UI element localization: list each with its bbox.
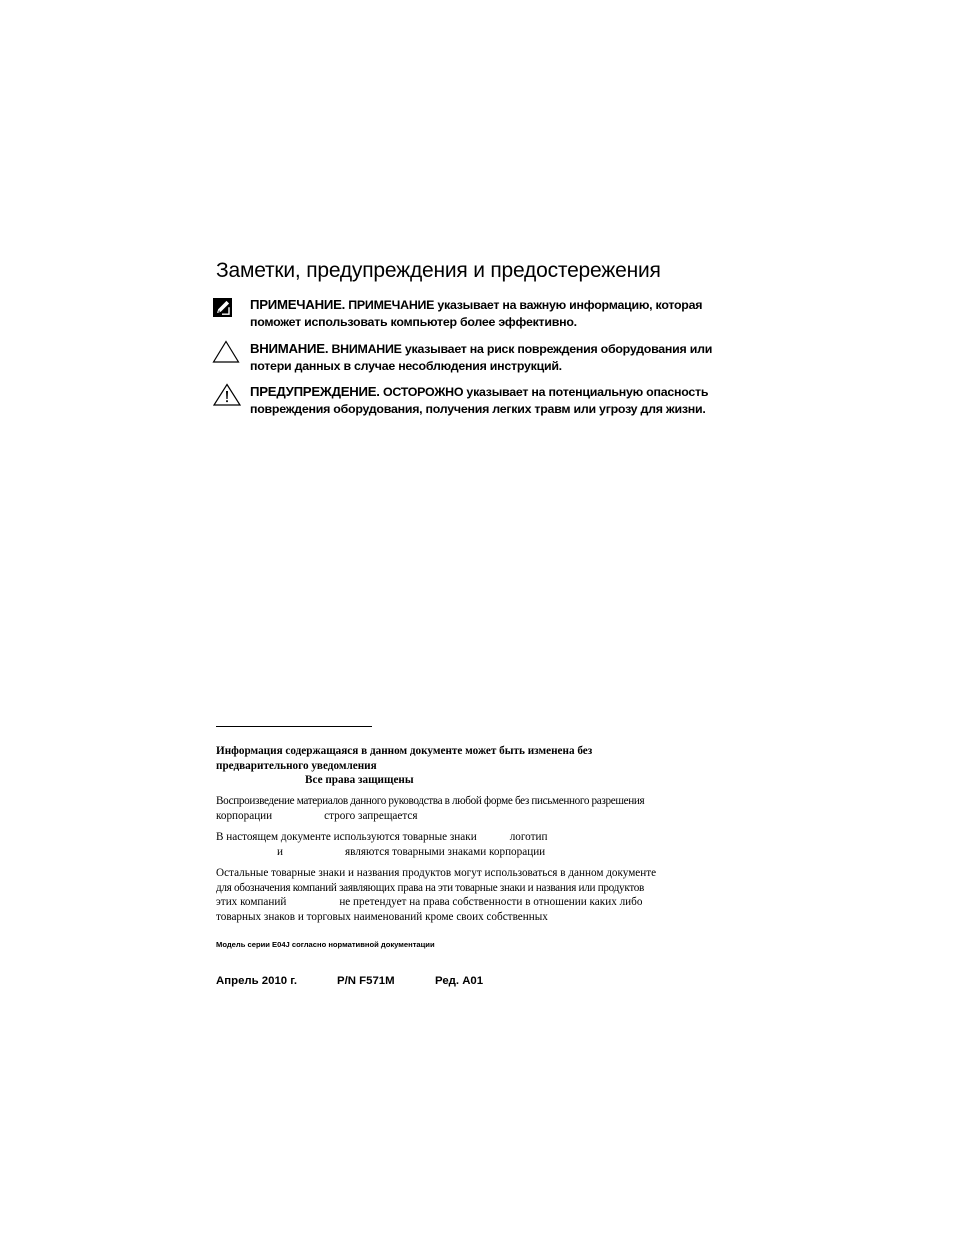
warning-text-1: указывает на потенциальную опасность xyxy=(463,385,709,399)
note-text-2: поможет использовать компьютер более эффективно. xyxy=(250,315,577,329)
rights-reserved: Все права защищены xyxy=(305,774,414,786)
footer-date: Апрель 2010 г. xyxy=(216,975,298,987)
warning-label: ПРЕДУПРЕЖДЕНИЕ. xyxy=(250,384,380,399)
warning-line-1 xyxy=(250,383,730,401)
regulatory-model: Модель серии E04J согласно нормативной документации xyxy=(216,940,435,949)
reproduction-line-1: Воспроизведение материалов данного руководства в любой форме без письменного разрешения xyxy=(216,795,645,807)
page-title: Заметки, предупреждения и предостережения xyxy=(216,259,661,282)
legal-info xyxy=(216,744,736,788)
trademarks-line-2: и являются товарными знаками корпорации xyxy=(277,845,546,858)
warning-exclamation-triangle-icon xyxy=(212,383,242,407)
note-keyword: ПРИМЕЧАНИЕ xyxy=(348,298,435,312)
legal-other-trademarks xyxy=(216,866,736,924)
reproduction-line-2: корпорации строго запрещается xyxy=(216,809,418,822)
warning-text-2: повреждения оборудования, получения легких травм или угрозу для жизни. xyxy=(250,402,706,416)
other-line-2: для обозначения компаний заявляющих права на эти товарные знаки и названия или продуктов xyxy=(216,881,645,894)
footnote-divider xyxy=(216,726,372,727)
caution-keyword: ВНИМАНИЕ xyxy=(331,342,402,356)
other-line-3: этих компаний не претендует на права собственности в отношении каких либо xyxy=(216,896,643,908)
info-line-2: предварительного уведомления xyxy=(216,759,377,772)
note-text-1: указывает на важную информацию, которая xyxy=(434,298,703,312)
caution-text-2: потери данных в случае несоблюдения инструкций. xyxy=(250,359,562,373)
footer-part-number: P/N F571M xyxy=(337,975,395,987)
other-line-1: Остальные товарные знаки и названия продуктов могут использоваться в данном документе xyxy=(216,867,657,879)
note-line-1 xyxy=(250,296,730,314)
footer-revision: Ред. A01 xyxy=(435,975,484,987)
other-line-4: товарных знаков и торговых наименований кроме своих собственных xyxy=(216,910,548,923)
legal-trademarks xyxy=(216,830,736,859)
caution-triangle-icon xyxy=(212,340,242,364)
caution-text-1: указывает на риск повреждения оборудования или xyxy=(401,342,713,356)
trademarks-line-1: В настоящем документе используются товарные знаки логотип xyxy=(216,831,548,843)
note-label: ПРИМЕЧАНИЕ. xyxy=(250,297,346,312)
info-line-1: Информация содержащаяся в данном документе может быть изменена без xyxy=(216,745,593,757)
note-pencil-icon xyxy=(212,296,242,320)
warning-keyword: ОСТОРОЖНО xyxy=(382,385,464,399)
caution-label: ВНИМАНИЕ. xyxy=(250,341,329,356)
legal-reproduction xyxy=(216,794,736,823)
caution-line-1 xyxy=(250,340,730,358)
